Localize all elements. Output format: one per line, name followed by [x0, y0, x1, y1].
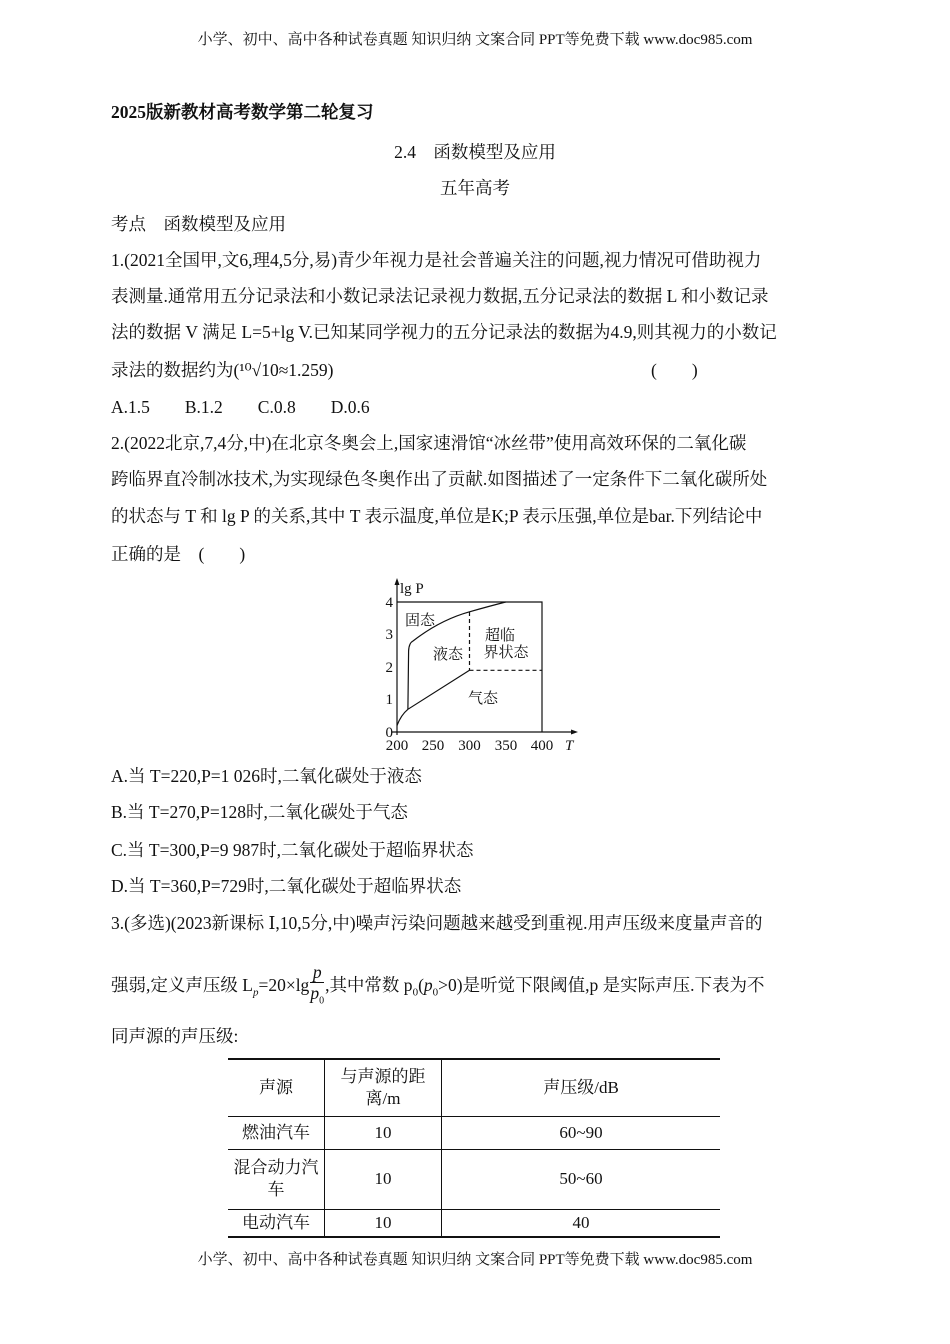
q1-line3: 法的数据 V 满足 L=5+lg V.已知某同学视力的五分记录法的数据为4.9,则其视力的小数记	[111, 322, 777, 342]
sound-level-table	[228, 1058, 720, 1238]
q3-line2: 强弱,定义声压级 $L_p=20\times\lg$ $\frac{p}{p_0}$ ,其中常数 $p_0(p_0>0)$是听觉下限阈值,p 是实际声压.下表为不	[111, 962, 764, 1012]
section-title: 2.4 函数模型及应用	[394, 142, 556, 162]
x-tick: 350	[494, 738, 518, 754]
q2-line3: 的状态与 T 和 lg P 的关系,其中 T 表示温度,单位是K;P 表示压强,单位是bar.下列结论中	[111, 506, 763, 526]
q2-option-a: A.当 T=220,P=1 026时,二氧化碳处于液态	[111, 766, 422, 786]
table-row: 燃油汽车 10 60~90	[228, 1116, 720, 1149]
table-header-row: 声源 与声源的距离/m 声压级/dB	[228, 1059, 720, 1116]
region-supercritical-2: 界状态	[483, 645, 529, 661]
q3-line1: 3.(多选)(2023新课标 Ⅰ,10,5分,中)噪声污染问题越来越受到重视.用声压级来度量声音的	[111, 913, 763, 933]
x-tick: 300	[458, 738, 481, 754]
region-liquid: 液态	[432, 647, 464, 663]
region-gas: 气态	[467, 691, 499, 707]
q2-line2: 跨临界直冷制冰技术,为实现绿色冬奥作出了贡献.如图描述了一定条件下二氧化碳所处	[111, 469, 768, 489]
y-tick: 3	[385, 627, 393, 643]
region-supercritical-1: 超临	[484, 628, 516, 644]
subsection-title: 五年高考	[440, 178, 510, 198]
q3-line3: 同声源的声压级:	[111, 1026, 239, 1046]
q1-line4: 录法的数据约为(¹⁰√10≈1.259)	[111, 360, 334, 380]
x-tick: 250	[421, 738, 445, 754]
q1-line1: 1.(2021全国甲,文6,理4,5分,易)青少年视力是社会普遍关注的问题,视力情况可借助视力	[111, 250, 762, 270]
x-tick: 200	[385, 738, 409, 754]
page-header: 小学、初中、高中各种试卷真题 知识归纳 文案合同 PPT等免费下载 www.doc985.com	[197, 32, 753, 48]
table-row: 电动汽车 10 40	[228, 1209, 720, 1237]
q1-options: A.1.5 B.1.2 C.0.8 D.0.6	[111, 397, 370, 417]
topic-heading: 考点 函数模型及应用	[111, 214, 286, 234]
fraction-p-over-p0: $\frac{p}{p_0}$	[310, 962, 325, 1007]
doc-title: 2025版新教材高考数学第二轮复习	[111, 102, 374, 122]
q2-option-c: C.当 T=300,P=9 987时,二氧化碳处于超临界状态	[111, 840, 474, 860]
table-row: 混合动力汽车 10 50~60	[228, 1149, 720, 1209]
q1-line2: 表测量.通常用五分记录法和小数记录法记录视力数据,五分记录法的数据 L 和小数记录	[111, 286, 769, 306]
y-tick: 4	[385, 595, 393, 611]
q2-line1: 2.(2022北京,7,4分,中)在北京冬奥会上,国家速滑馆“冰丝带”使用高效环保的二氧化碳	[111, 433, 747, 453]
x-tick: 400	[530, 738, 554, 754]
y-tick: 2	[385, 660, 393, 676]
y-tick: 0	[385, 725, 393, 741]
co2-phase-diagram	[370, 575, 590, 755]
q2-option-d: D.当 T=360,P=729时,二氧化碳处于超临界状态	[111, 876, 462, 896]
y-axis-label: lg P	[400, 581, 424, 597]
region-solid: 固态	[404, 613, 436, 629]
q1-answer-blank: ( )	[651, 360, 698, 380]
q2-line4: 正确的是 ( )	[111, 544, 246, 564]
page-footer: 小学、初中、高中各种试卷真题 知识归纳 文案合同 PPT等免费下载 www.doc985.com	[197, 1252, 753, 1268]
x-axis-label: T	[565, 738, 574, 754]
q2-option-b: B.当 T=270,P=128时,二氧化碳处于气态	[111, 802, 408, 822]
y-tick: 1	[385, 692, 393, 708]
